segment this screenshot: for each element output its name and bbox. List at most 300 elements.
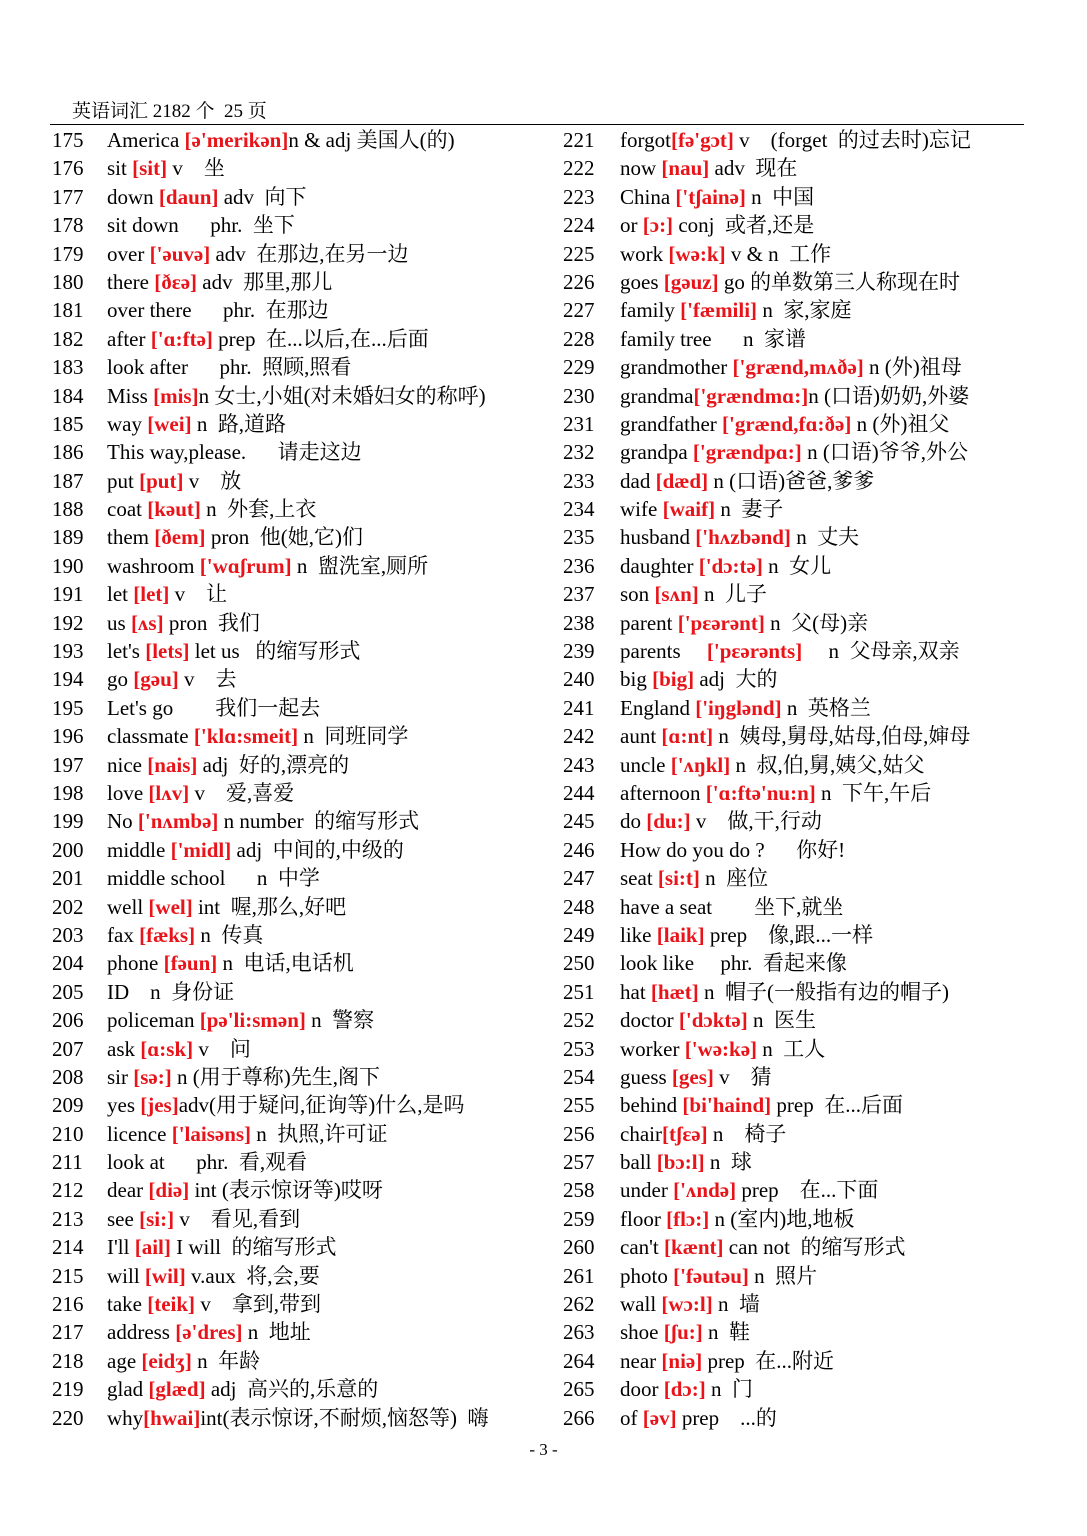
- entry-number: 183: [52, 355, 84, 380]
- vocab-entry: [563, 779, 1033, 807]
- entry-number: 263: [563, 1320, 595, 1345]
- entry-number: 257: [563, 1150, 595, 1175]
- phonetic: [kænt]: [664, 1235, 724, 1260]
- entry-segment: v & n 工作: [725, 241, 832, 266]
- entry-number: 194: [52, 667, 84, 692]
- vocab-entry: [563, 1375, 1033, 1403]
- vocab-entry: [50, 353, 555, 381]
- entry-segment: nice: [107, 752, 148, 777]
- vocab-entry: [563, 1318, 1033, 1346]
- phonetic: [nais]: [147, 752, 198, 777]
- entry-segment: go 的单数第三人称现在时: [718, 269, 961, 294]
- entry-segment: way: [107, 411, 148, 436]
- vocab-entry: [50, 779, 555, 807]
- entry-segment: look after phr. 照顾,照看: [107, 355, 352, 380]
- entry-text: [107, 1122, 388, 1146]
- entry-text: [620, 440, 968, 464]
- vocab-entry: [563, 893, 1033, 921]
- entry-text: [107, 270, 332, 294]
- entry-segment: This way,please. 请走这边: [107, 440, 362, 465]
- vocab-entry: [563, 325, 1033, 353]
- entry-segment: will: [107, 1263, 145, 1288]
- entry-segment: classmate: [107, 724, 194, 749]
- entry-segment: n 传真: [195, 922, 264, 947]
- entry-segment: v 拿到,带到: [195, 1292, 322, 1317]
- phonetic: ['fæmili]: [680, 298, 758, 323]
- entry-segment: I will 的缩写形式: [170, 1235, 337, 1260]
- entry-number: 245: [563, 809, 595, 834]
- entry-segment: n (口语)爷爷,外公: [801, 440, 969, 465]
- entry-segment: n (外)祖母: [863, 355, 962, 380]
- phonetic: [ges]: [671, 1064, 714, 1089]
- entry-segment: adj 中间的,中级的: [231, 837, 404, 862]
- entry-segment: adv(用于疑问,征询等)什么,是吗: [178, 1093, 465, 1118]
- vocab-entry: [50, 382, 555, 410]
- entry-text: [620, 1037, 825, 1061]
- entry-segment: middle: [107, 837, 171, 862]
- entry-segment: see: [107, 1206, 140, 1231]
- phonetic: ['midl]: [170, 837, 232, 862]
- phonetic: [ail]: [134, 1235, 171, 1260]
- phonetic: [mis]: [153, 383, 199, 408]
- entry-text: [620, 724, 970, 748]
- entry-segment: Miss: [107, 383, 154, 408]
- entry-number: 182: [52, 326, 84, 351]
- entry-text: [107, 355, 351, 379]
- entry-text: [620, 469, 874, 493]
- entry-number: 196: [52, 724, 84, 749]
- vocab-entry: [50, 1290, 555, 1318]
- entry-number: 260: [563, 1235, 595, 1260]
- phonetic: [hwai]: [143, 1405, 201, 1430]
- vocab-entry: [563, 523, 1033, 551]
- entry-number: 261: [563, 1263, 595, 1288]
- entry-segment: n 电话,电话机: [217, 951, 354, 976]
- vocab-entry: [563, 410, 1033, 438]
- entry-segment: chair: [620, 1121, 662, 1146]
- entry-text: [107, 1235, 337, 1259]
- vocab-entry: [50, 211, 555, 239]
- phonetic: [diə]: [148, 1178, 190, 1203]
- vocab-entry: [563, 296, 1033, 324]
- entry-segment: grandma: [620, 383, 694, 408]
- entry-segment: forgot: [620, 128, 671, 152]
- entry-number: 214: [52, 1235, 84, 1260]
- vocab-entry: [563, 921, 1033, 949]
- entry-number: 236: [563, 553, 595, 578]
- entry-segment: let us 的缩写形式: [189, 639, 361, 664]
- entry-text: [620, 639, 960, 663]
- entry-segment: after: [107, 326, 151, 351]
- vocab-entry: [563, 467, 1033, 495]
- entry-number: 217: [52, 1320, 84, 1345]
- entry-segment: washroom: [107, 553, 200, 578]
- vocab-entry: [563, 1035, 1033, 1063]
- entry-number: 249: [563, 922, 595, 947]
- vocab-entry: [563, 978, 1033, 1006]
- entry-text: [107, 582, 227, 606]
- entry-segment: n 英格兰: [781, 695, 871, 720]
- phonetic: [daun]: [158, 184, 219, 209]
- vocab-entry: [50, 1035, 555, 1063]
- entry-text: [620, 327, 806, 351]
- entry-number: 223: [563, 184, 595, 209]
- vocab-entry: [50, 154, 555, 182]
- entry-number: 222: [563, 156, 595, 181]
- phonetic: ['grænd,fɑ:ðə]: [722, 411, 852, 436]
- entry-text: [620, 1292, 760, 1316]
- entry-number: 256: [563, 1121, 595, 1146]
- entry-segment: n 盥洗室,厕所: [291, 553, 429, 578]
- entry-number: 202: [52, 894, 84, 919]
- entry-number: 264: [563, 1348, 595, 1373]
- entry-number: 201: [52, 866, 84, 891]
- phonetic: [jes]: [140, 1093, 179, 1118]
- entry-segment: sir: [107, 1064, 134, 1089]
- entry-segment: have a seat 坐下,就坐: [620, 894, 844, 919]
- vocab-entry: [563, 949, 1033, 977]
- phonetic: ['laisəns]: [171, 1121, 252, 1146]
- entry-segment: sit down phr. 坐下: [107, 213, 295, 238]
- vocab-entry: [50, 1347, 555, 1375]
- phonetic: [wil]: [144, 1263, 186, 1288]
- vocab-entry: [50, 438, 555, 466]
- vocab-entry: [50, 523, 555, 551]
- entry-number: 254: [563, 1064, 595, 1089]
- entry-text: [620, 980, 949, 1004]
- entry-segment: under: [620, 1178, 674, 1203]
- entry-text: [620, 951, 847, 975]
- entry-segment: n 球: [704, 1150, 752, 1175]
- entry-segment: of: [620, 1405, 643, 1430]
- entry-segment: n 执照,许可证: [251, 1121, 388, 1146]
- phonetic: [fæks]: [139, 922, 196, 947]
- entry-number: 206: [52, 1008, 84, 1033]
- entry-text: [107, 156, 225, 180]
- vocab-entry: [50, 637, 555, 665]
- entry-segment: n 门: [705, 1377, 753, 1402]
- entry-text: [620, 554, 831, 578]
- entry-segment: look like phr. 看起来像: [620, 951, 847, 976]
- entry-segment: n 父母亲,双亲: [802, 639, 960, 664]
- entry-segment: China: [620, 184, 676, 209]
- entry-segment: parents: [620, 639, 707, 664]
- entry-segment: int (表示惊讶等)哎呀: [189, 1178, 383, 1203]
- entry-segment: put: [107, 468, 140, 493]
- entry-segment: adv 那里,那儿: [197, 269, 333, 294]
- phonetic: ['nʌmbə]: [137, 809, 219, 834]
- phonetic: [niə]: [661, 1348, 703, 1373]
- entry-text: [620, 298, 852, 322]
- entry-segment: n 鞋: [702, 1320, 751, 1345]
- entry-text: [107, 667, 237, 691]
- phonetic: [bɔ:l]: [656, 1150, 705, 1175]
- entry-segment: v 去: [178, 667, 237, 692]
- entry-text: [620, 213, 814, 237]
- entry-number: 250: [563, 951, 595, 976]
- entry-text: [107, 809, 419, 833]
- phonetic: ['iŋglənd]: [695, 695, 782, 720]
- entry-text: [107, 128, 455, 152]
- entry-number: 218: [52, 1348, 84, 1373]
- phonetic: [flɔ:]: [666, 1206, 710, 1231]
- phonetic: [wel]: [148, 894, 193, 919]
- entry-segment: n 同班同学: [298, 724, 409, 749]
- entry-text: [107, 611, 260, 635]
- entry-number: 208: [52, 1064, 84, 1089]
- entry-segment: prep 在...下面: [736, 1178, 879, 1203]
- entry-text: [107, 696, 320, 720]
- vocab-entry: [50, 1120, 555, 1148]
- entry-text: [107, 1065, 380, 1089]
- entry-number: 178: [52, 213, 84, 238]
- entry-text: [107, 440, 362, 464]
- entry-text: [620, 412, 949, 436]
- entry-segment: floor: [620, 1206, 667, 1231]
- vocab-entry: [563, 694, 1033, 722]
- entry-text: [107, 298, 329, 322]
- vocab-entry: [563, 1262, 1033, 1290]
- entry-segment: us: [107, 610, 131, 635]
- entry-segment: adj 高兴的,乐意的: [205, 1377, 379, 1402]
- vocab-entry: [50, 1233, 555, 1261]
- entry-segment: pron 他(她,它)们: [205, 525, 364, 550]
- entry-segment: n 叔,伯,舅,姨父,姑父: [730, 752, 925, 777]
- entry-segment: uncle: [620, 752, 671, 777]
- entry-segment: n (室内)地,地板: [709, 1206, 855, 1231]
- vocab-entry: [50, 665, 555, 693]
- phonetic: ['dɔ:tə]: [698, 553, 763, 578]
- entry-segment: n 座位: [699, 866, 769, 891]
- vocab-entry: [563, 1063, 1033, 1091]
- phonetic: [sə:]: [133, 1064, 172, 1089]
- entry-number: 266: [563, 1405, 595, 1430]
- phonetic: ['ʌndə]: [673, 1178, 737, 1203]
- entry-segment: int(表示惊讶,不耐烦,恼怒等) 嗨: [200, 1405, 489, 1430]
- vocab-entry: [563, 751, 1033, 779]
- entry-number: 259: [563, 1206, 595, 1231]
- entry-number: 231: [563, 411, 595, 436]
- vocab-entry: [50, 609, 555, 637]
- entry-text: [107, 525, 363, 549]
- entry-text: [107, 1150, 307, 1174]
- vocab-entry: [50, 1063, 555, 1091]
- entry-number: 181: [52, 298, 84, 323]
- entry-segment: n 帽子(一般指有边的帽子): [698, 979, 949, 1004]
- entry-number: 189: [52, 525, 84, 550]
- entry-number: 188: [52, 497, 84, 522]
- entry-segment: ID n 身份证: [107, 979, 235, 1004]
- entry-segment: coat: [107, 497, 148, 522]
- entry-number: 229: [563, 355, 595, 380]
- phonetic: [tʃɛə]: [661, 1121, 708, 1146]
- entry-text: [620, 667, 778, 691]
- entry-text: [107, 327, 429, 351]
- entry-text: [620, 1122, 786, 1146]
- entry-text: [620, 128, 971, 152]
- phonetic: [glæd]: [148, 1377, 206, 1402]
- vocab-entry: [563, 552, 1033, 580]
- phonetic: [let]: [133, 582, 170, 607]
- entry-segment: there: [107, 269, 155, 294]
- entry-number: 211: [52, 1150, 83, 1175]
- vocab-entry: [563, 864, 1033, 892]
- phonetic: [nau]: [661, 156, 710, 181]
- entry-segment: why: [107, 1405, 144, 1430]
- entry-segment: pron 我们: [163, 610, 260, 635]
- entry-segment: doctor: [620, 1008, 679, 1033]
- vocab-entry: [50, 1404, 555, 1432]
- entry-text: [620, 1264, 817, 1288]
- vocab-entry: [50, 240, 555, 268]
- entry-number: 209: [52, 1093, 84, 1118]
- phonetic: [lʌv]: [148, 780, 190, 805]
- entry-segment: let: [107, 582, 134, 607]
- phonetic: [gəuz]: [663, 269, 719, 294]
- phonetic: [ɑ:nt]: [661, 724, 714, 749]
- entry-number: 258: [563, 1178, 595, 1203]
- phonetic: [si:]: [139, 1206, 175, 1231]
- entry-segment: How do you do ? 你好!: [620, 837, 846, 862]
- entry-text: [107, 838, 404, 862]
- entry-text: [620, 1235, 906, 1259]
- entry-number: 240: [563, 667, 595, 692]
- entry-text: [107, 753, 349, 777]
- phonetic: ['pɛərənts]: [706, 639, 803, 664]
- vocab-entry: [563, 183, 1033, 211]
- phonetic: [bi'haind]: [682, 1093, 772, 1118]
- entry-number: 239: [563, 639, 595, 664]
- entry-segment: parent: [620, 610, 678, 635]
- phonetic: [du:]: [646, 809, 691, 834]
- phonetic: [big]: [652, 667, 695, 692]
- entry-segment: family: [620, 298, 681, 323]
- entry-segment: fax: [107, 922, 140, 947]
- entry-segment: do: [620, 809, 647, 834]
- phonetic: ['klɑ:smeit]: [193, 724, 299, 749]
- entry-segment: n 儿子: [698, 582, 768, 607]
- entry-segment: yes: [107, 1093, 141, 1118]
- entry-number: 204: [52, 951, 84, 976]
- phonetic: ['fəutəu]: [673, 1263, 749, 1288]
- vocab-entry: [50, 268, 555, 296]
- vocab-entry: [50, 1262, 555, 1290]
- entry-number: 184: [52, 383, 84, 408]
- entry-segment: n 中国: [745, 184, 815, 209]
- phonetic: [pə'li:smən]: [199, 1008, 306, 1033]
- vocab-entry: [563, 353, 1033, 381]
- entry-number: 237: [563, 582, 595, 607]
- vocab-entry: [563, 722, 1033, 750]
- entry-text: [620, 1406, 777, 1430]
- vocab-entry: [50, 836, 555, 864]
- entry-text: [107, 895, 346, 919]
- entry-segment: husband: [620, 525, 696, 550]
- entry-text: [620, 611, 868, 635]
- entry-segment: n 年龄: [191, 1348, 261, 1373]
- entry-segment: over there phr. 在那边: [107, 298, 329, 323]
- entry-number: 200: [52, 837, 84, 862]
- phonetic: [wei]: [147, 411, 192, 436]
- entry-segment: down: [107, 184, 159, 209]
- entry-number: 265: [563, 1377, 595, 1402]
- entry-segment: adj 好的,漂亮的: [197, 752, 350, 777]
- vocab-entry: [50, 325, 555, 353]
- entry-segment: No: [107, 809, 138, 834]
- entry-number: 242: [563, 724, 595, 749]
- vocab-entry: [50, 1006, 555, 1034]
- entry-text: [620, 923, 873, 947]
- entry-segment: conj 或者,还是: [673, 213, 815, 238]
- entry-segment: n 警察: [305, 1008, 375, 1033]
- phonetic: ['ɑ:ftə'nu:n]: [705, 780, 816, 805]
- entry-segment: middle school n 中学: [107, 866, 320, 891]
- entry-segment: big: [620, 667, 653, 692]
- entry-segment: adv 在那边,在另一边: [210, 241, 409, 266]
- entry-number: 177: [52, 184, 84, 209]
- vocab-entry: [50, 410, 555, 438]
- entry-segment: take: [107, 1292, 148, 1317]
- entry-number: 207: [52, 1036, 84, 1061]
- phonetic: [ə'merikən]: [184, 128, 289, 152]
- entry-segment: seat: [620, 866, 658, 891]
- entry-number: 215: [52, 1263, 84, 1288]
- vocab-entry: [50, 978, 555, 1006]
- entry-text: [107, 213, 295, 237]
- entry-number: 221: [563, 128, 595, 152]
- entry-segment: v 猜: [713, 1064, 772, 1089]
- entry-number: 212: [52, 1178, 84, 1203]
- entry-number: 175: [52, 128, 84, 152]
- entry-text: [107, 469, 241, 493]
- header-rule: [50, 124, 1024, 125]
- entry-segment: now: [620, 156, 662, 181]
- entry-number: 203: [52, 922, 84, 947]
- phonetic: [ðem]: [154, 525, 206, 550]
- vocab-entry: [50, 921, 555, 949]
- entry-number: 192: [52, 610, 84, 635]
- entry-text: [620, 753, 925, 777]
- entry-segment: v 做,干,行动: [690, 809, 822, 834]
- entry-segment: grandpa: [620, 440, 693, 465]
- entry-text: [620, 1093, 903, 1117]
- entry-segment: prep ...的: [676, 1405, 777, 1430]
- entry-number: 232: [563, 440, 595, 465]
- phonetic: [fəun]: [163, 951, 218, 976]
- phonetic: [teik]: [147, 1292, 196, 1317]
- entry-segment: n 工人: [757, 1036, 826, 1061]
- entry-text: [620, 809, 822, 833]
- vocab-entry: [563, 1347, 1033, 1375]
- entry-number: 235: [563, 525, 595, 550]
- phonetic: [si:t]: [657, 866, 700, 891]
- entry-text: [107, 1349, 260, 1373]
- entry-text: [620, 384, 969, 408]
- entry-segment: let's: [107, 639, 146, 664]
- entry-segment: son: [620, 582, 655, 607]
- entry-number: 197: [52, 752, 84, 777]
- entry-text: [107, 384, 486, 408]
- vocab-entry: [50, 126, 555, 154]
- vocab-entry: [50, 1091, 555, 1119]
- entry-text: [107, 1037, 251, 1061]
- vocab-column-left: [50, 126, 555, 1432]
- entry-segment: n & adj 美国人(的): [288, 128, 455, 152]
- phonetic: ['dɔktə]: [678, 1008, 748, 1033]
- entry-text: [620, 866, 768, 890]
- entry-text: [620, 1008, 816, 1032]
- entry-text: [107, 1178, 383, 1202]
